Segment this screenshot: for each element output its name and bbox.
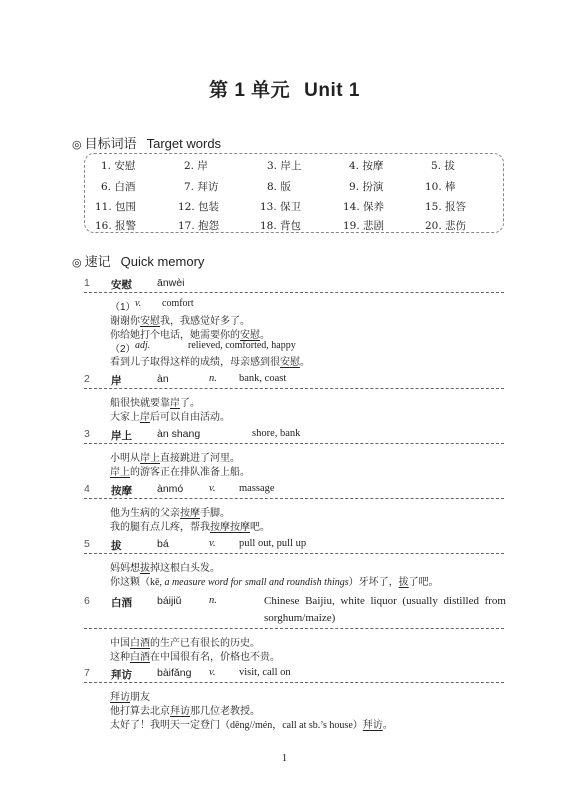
entry-number: 5: [84, 538, 90, 550]
keyword-underline: 白酒: [130, 652, 150, 663]
keyword-underline: 拜访: [110, 692, 130, 703]
keyword-underline: 安慰: [140, 316, 160, 327]
keyword-underline: 拜访: [362, 720, 383, 731]
entry-pos: n.: [209, 373, 217, 384]
page-number: 1: [281, 752, 288, 764]
keyword-underline: 拔: [398, 577, 409, 588]
sense-definition: comfort: [162, 298, 194, 309]
keyword-underline: 拜访: [170, 706, 190, 717]
target-word: 15. 报答: [425, 201, 467, 213]
target-word: 4. 按摩: [349, 160, 384, 172]
entry-number: 6: [84, 595, 90, 607]
entry-pinyin: àn: [157, 373, 169, 385]
sense-pos: v.: [135, 298, 142, 309]
example-sentence: 谢谢你安慰我，我感觉好多了。: [110, 316, 250, 327]
example-sentence: 船很快就要靠岸了。: [110, 398, 200, 409]
dashed-divider: [84, 292, 504, 293]
inline-note: ，call at sb.’s house）: [272, 720, 363, 731]
sense-number: （2）: [110, 344, 136, 355]
dashed-divider: [84, 443, 504, 444]
entry-hanzi: 白酒: [111, 597, 132, 609]
dashed-divider: [84, 498, 504, 499]
entry-number: 4: [84, 483, 90, 495]
sense-definition: relieved, comforted, happy: [188, 340, 296, 351]
entry-pinyin: àn shang: [157, 428, 201, 440]
entry-number: 7: [84, 667, 90, 679]
entry-definition: bank, coast: [239, 373, 287, 384]
entry-definition: massage: [239, 483, 275, 494]
target-word: 11. 包围: [95, 201, 137, 213]
circle-bullet-icon: ◎: [72, 257, 82, 269]
example-sentence: 岸上的游客正在排队准备上船。: [110, 467, 250, 478]
target-word: 7. 拜访: [184, 181, 219, 193]
entry-hanzi: 岸: [111, 375, 122, 387]
sense-pos: adj.: [135, 340, 151, 351]
entry-pinyin: báijiǔ: [157, 595, 182, 607]
entry-hanzi: 拔: [111, 540, 122, 552]
keyword-underline: 拔: [140, 563, 150, 574]
keyword-underline: 安慰: [280, 357, 300, 368]
target-word: 18. 背包: [260, 220, 302, 232]
target-word: 19. 悲剧: [343, 220, 385, 232]
dashed-divider: [84, 628, 504, 629]
entry-number: 3: [84, 428, 90, 440]
keyword-underline: 安慰: [240, 330, 260, 341]
target-word: 20. 悲伤: [425, 220, 467, 232]
quick-memory-heading-cn: 速记: [84, 254, 111, 269]
target-words-heading-en: Target words: [146, 136, 222, 151]
target-words-heading: [72, 133, 221, 152]
keyword-underline: 按摩: [180, 508, 200, 519]
quick-memory-heading: [72, 251, 204, 270]
target-word: 3. 岸上: [267, 160, 302, 172]
keyword-underline: 岸上: [140, 453, 160, 464]
target-word: 13. 保卫: [260, 201, 302, 213]
target-word: 10. 棒: [425, 181, 456, 193]
entry-pinyin: bàifǎng: [157, 667, 192, 679]
entry-hanzi: 拜访: [111, 669, 132, 681]
target-words-heading-cn: 目标词语: [84, 136, 137, 151]
inline-note: a measure word for small and roundish things: [164, 577, 349, 588]
example-sentence: 他打算去北京拜访那几位老教授。: [110, 706, 260, 717]
dashed-divider: [84, 553, 504, 554]
entry-hanzi: 按摩: [111, 485, 132, 497]
target-word: 14. 保养: [343, 201, 385, 213]
quick-memory-heading-en: Quick memory: [120, 254, 205, 269]
entry-pos: v.: [209, 483, 216, 494]
entry-number: 1: [84, 277, 90, 289]
entry-pinyin: ānwèi: [157, 277, 185, 289]
target-word: 17. 抱怨: [178, 220, 220, 232]
entry-hanzi: 安慰: [111, 279, 132, 291]
entry-definition: Chinese Baijiu, white liquor (usually distilled from sorghum/maize): [264, 595, 506, 624]
example-sentence: 看到儿子取得这样的成绩，母亲感到很安慰。: [110, 357, 310, 368]
keyword-underline: 按摩按摩: [210, 522, 250, 533]
example-sentence: 你给她打个电话，她需要你的安慰。: [110, 330, 270, 341]
example-sentence: 这种白酒在中国很有名，价格也不贵。: [110, 652, 280, 663]
example-sentence: 拜访朋友: [110, 692, 150, 703]
example-sentence: 大家上岸后可以自由活动。: [110, 412, 230, 423]
example-sentence: 小明从岸上直接跳进了河里。: [110, 453, 240, 464]
target-word: 5. 拔: [431, 160, 455, 172]
entry-pos: v.: [209, 538, 216, 549]
example-sentence: 中国白酒的生产已有很长的历史。: [110, 638, 260, 649]
entry-definition: pull out, pull up: [239, 538, 307, 549]
target-word: 6. 白酒: [101, 181, 136, 193]
keyword-underline: 白酒: [130, 638, 150, 649]
entry-pinyin: ànmó: [157, 483, 184, 495]
example-sentence: 我的腿有点儿疼，帮我按摩按摩吧。: [110, 522, 270, 533]
dashed-divider: [84, 388, 504, 389]
sense-number: （1）: [110, 302, 136, 313]
target-word: 8. 版: [267, 181, 291, 193]
entry-definition: visit, call on: [239, 667, 291, 678]
unit-title-cn: 第 1 单元: [209, 80, 291, 101]
unit-title-en: Unit 1: [304, 80, 360, 101]
entry-definition: shore, bank: [252, 428, 301, 439]
target-word: 1. 安慰: [101, 160, 136, 172]
keyword-underline: 岸: [170, 398, 180, 409]
target-word: 9. 扮演: [349, 181, 384, 193]
target-word: 16. 报警: [95, 220, 137, 232]
entry-number: 2: [84, 373, 90, 385]
entry-hanzi: 岸上: [111, 430, 132, 442]
keyword-underline: 岸: [140, 412, 150, 423]
inline-pinyin: kē: [150, 577, 160, 588]
circle-bullet-icon: ◎: [72, 139, 82, 151]
entry-pos: n.: [209, 595, 217, 606]
target-words-box: [84, 153, 504, 233]
target-word: 2. 岸: [184, 160, 208, 172]
inline-pinyin: dēng//mén: [230, 720, 273, 731]
keyword-underline: 岸上: [110, 467, 130, 478]
example-sentence: 你这颗（kē, a measure word for small and roundish things）牙坏了，拔了吧。: [110, 577, 439, 588]
dashed-divider: [84, 682, 504, 683]
example-sentence: 太好了！我明天一定登门（dēng//mén，call at sb.’s house）拜访。: [110, 720, 393, 731]
page-title: [0, 75, 569, 102]
target-word: 12. 包装: [178, 201, 220, 213]
example-sentence: 他为生病的父亲按摩手脚。: [110, 508, 230, 519]
example-sentence: 妈妈想拔掉这根白头发。: [110, 563, 220, 574]
entry-pos: v.: [209, 667, 216, 678]
entry-pinyin: bá: [157, 538, 169, 550]
